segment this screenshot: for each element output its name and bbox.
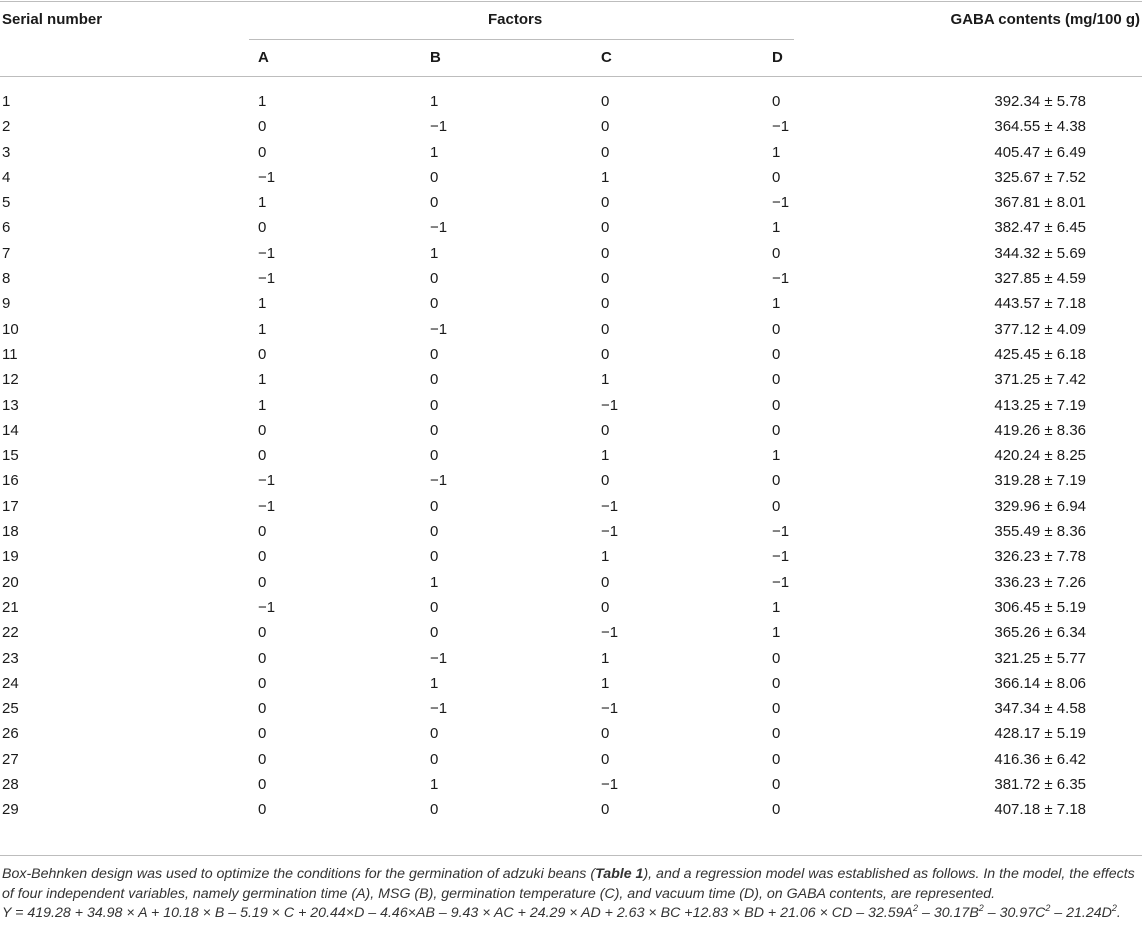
- header-factor-b: B: [430, 49, 441, 66]
- cell-a: 0: [258, 345, 267, 363]
- cell-serial: 1: [2, 93, 11, 110]
- table-top-rule: [0, 1, 1142, 2]
- cell-c: −1: [601, 396, 619, 414]
- equation-part-3: – 30.97C: [983, 905, 1046, 921]
- table-row: [0, 494, 1142, 519]
- cell-a: −1: [258, 168, 276, 186]
- cell-serial: 5: [2, 194, 11, 212]
- cell-c: 0: [601, 725, 610, 743]
- cell-d: 0: [772, 472, 781, 490]
- cell-gaba: 425.45 ± 6.18: [994, 345, 1086, 363]
- exponent-a: 2: [913, 903, 919, 913]
- cell-c: 0: [601, 345, 610, 363]
- table-1-reference-link[interactable]: Table 1: [595, 866, 644, 882]
- footnote-text-before-ref: Box-Behnken design was used to optimize the conditions for the germination of adzuki beans (: [2, 866, 596, 882]
- cell-gaba: 367.81 ± 8.01: [994, 194, 1086, 212]
- cell-serial: 13: [2, 396, 19, 414]
- table-row: [0, 140, 1142, 165]
- cell-b: 1: [430, 93, 439, 110]
- cell-d: 0: [772, 750, 781, 768]
- equation-part-4: – 21.24D: [1050, 905, 1112, 921]
- cell-a: 0: [258, 548, 267, 566]
- table-row: [0, 190, 1142, 215]
- cell-gaba: 347.34 ± 4.58: [994, 700, 1086, 718]
- cell-d: 0: [772, 497, 781, 515]
- cell-d: 1: [772, 295, 781, 313]
- regression-equation: [2, 905, 1121, 921]
- cell-c: 0: [601, 801, 610, 819]
- cell-d: −1: [772, 523, 790, 541]
- table-row: [0, 468, 1142, 493]
- cell-gaba: 392.34 ± 5.78: [994, 93, 1086, 110]
- cell-b: −1: [430, 472, 448, 490]
- cell-gaba: 344.32 ± 5.69: [994, 244, 1086, 262]
- cell-a: 1: [258, 320, 267, 338]
- cell-b: 0: [430, 497, 439, 515]
- cell-c: 0: [601, 219, 610, 237]
- table-footnote: [2, 865, 1138, 924]
- cell-b: 1: [430, 143, 439, 161]
- cell-d: 0: [772, 345, 781, 363]
- table-row: [0, 342, 1142, 367]
- cell-c: 0: [601, 472, 610, 490]
- cell-d: 0: [772, 421, 781, 439]
- cell-a: 1: [258, 371, 267, 389]
- cell-serial: 6: [2, 219, 11, 237]
- cell-c: −1: [601, 624, 619, 642]
- equation-part-1: Y = 419.28 + 34.98 × A + 10.18 × B – 5.19 × C + 20.44×D – 4.46×AB – 9.43 × AC + 24.29 × AD + 2.63 × BC +12.83 × BD + 21.06 × CD – 32.59A: [2, 905, 914, 921]
- cell-serial: 3: [2, 143, 11, 161]
- cell-a: 0: [258, 649, 267, 667]
- table-row: [0, 772, 1142, 797]
- footnote-text-after-ref: ), and a regression model was established as follows. In the model, the effects of four independent variables, namely germination time (A), MSG (B), germination temperature (C), and vacuum time (D), on GABA contents, are represented.: [2, 866, 1135, 902]
- cell-c: 1: [601, 168, 610, 186]
- cell-serial: 9: [2, 295, 11, 313]
- cell-a: 1: [258, 396, 267, 414]
- cell-gaba: 416.36 ± 6.42: [994, 750, 1086, 768]
- cell-serial: 12: [2, 371, 19, 389]
- cell-gaba: 365.26 ± 6.34: [994, 624, 1086, 642]
- table-row: [0, 317, 1142, 342]
- cell-c: 0: [601, 270, 610, 288]
- cell-gaba: 319.28 ± 7.19: [994, 472, 1086, 490]
- cell-a: 0: [258, 801, 267, 819]
- cell-b: 0: [430, 624, 439, 642]
- cell-b: 0: [430, 523, 439, 541]
- table-row: [0, 89, 1142, 114]
- cell-a: 0: [258, 118, 267, 136]
- cell-b: 0: [430, 548, 439, 566]
- cell-c: 1: [601, 649, 610, 667]
- cell-a: 0: [258, 143, 267, 161]
- cell-a: 1: [258, 194, 267, 212]
- cell-d: −1: [772, 573, 790, 591]
- cell-b: 0: [430, 598, 439, 616]
- cell-d: −1: [772, 548, 790, 566]
- cell-c: 0: [601, 93, 610, 110]
- cell-a: −1: [258, 497, 276, 515]
- cell-b: 0: [430, 371, 439, 389]
- cell-d: 1: [772, 219, 781, 237]
- cell-gaba: 326.23 ± 7.78: [994, 548, 1086, 566]
- cell-serial: 24: [2, 674, 19, 692]
- cell-gaba: 443.57 ± 7.18: [994, 295, 1086, 313]
- cell-serial: 11: [2, 345, 18, 363]
- cell-serial: 28: [2, 776, 19, 794]
- cell-b: 1: [430, 244, 439, 262]
- table-row: [0, 646, 1142, 671]
- cell-d: 0: [772, 168, 781, 186]
- cell-a: 0: [258, 447, 267, 465]
- table-row: [0, 721, 1142, 746]
- cell-gaba: 336.23 ± 7.26: [994, 573, 1086, 591]
- cell-c: 1: [601, 674, 610, 692]
- cell-c: 0: [601, 320, 610, 338]
- cell-b: 0: [430, 345, 439, 363]
- cell-d: 0: [772, 320, 781, 338]
- cell-gaba: 329.96 ± 6.94: [994, 497, 1086, 515]
- cell-c: 0: [601, 143, 610, 161]
- cell-a: −1: [258, 244, 276, 262]
- header-bottom-rule: [0, 76, 1142, 77]
- cell-b: 1: [430, 776, 439, 794]
- cell-d: 0: [772, 649, 781, 667]
- cell-gaba: 364.55 ± 4.38: [994, 118, 1086, 136]
- cell-a: 0: [258, 573, 267, 591]
- cell-b: 0: [430, 168, 439, 186]
- cell-d: 0: [772, 244, 781, 262]
- table-row: [0, 291, 1142, 316]
- cell-d: 1: [772, 624, 781, 642]
- cell-gaba: 405.47 ± 6.49: [994, 143, 1086, 161]
- cell-b: 0: [430, 750, 439, 768]
- cell-gaba: 366.14 ± 8.06: [994, 674, 1086, 692]
- cell-serial: 4: [2, 168, 11, 186]
- cell-serial: 22: [2, 624, 19, 642]
- cell-c: 0: [601, 421, 610, 439]
- cell-serial: 19: [2, 548, 19, 566]
- cell-a: 0: [258, 776, 267, 794]
- cell-gaba: 321.25 ± 5.77: [994, 649, 1086, 667]
- cell-b: 1: [430, 674, 439, 692]
- cell-serial: 26: [2, 725, 19, 743]
- table-row: [0, 519, 1142, 544]
- cell-d: 1: [772, 598, 781, 616]
- cell-b: 0: [430, 396, 439, 414]
- cell-a: 0: [258, 523, 267, 541]
- cell-serial: 8: [2, 270, 11, 288]
- cell-c: 0: [601, 244, 610, 262]
- cell-c: −1: [601, 700, 619, 718]
- cell-gaba: 382.47 ± 6.45: [994, 219, 1086, 237]
- table-row: [0, 671, 1142, 696]
- table-row: [0, 620, 1142, 645]
- cell-gaba: 377.12 ± 4.09: [994, 320, 1086, 338]
- cell-a: 0: [258, 700, 267, 718]
- cell-gaba: 355.49 ± 8.36: [994, 523, 1086, 541]
- cell-a: 0: [258, 421, 267, 439]
- cell-serial: 15: [2, 447, 19, 465]
- cell-a: −1: [258, 598, 276, 616]
- cell-gaba: 306.45 ± 5.19: [994, 598, 1086, 616]
- cell-b: −1: [430, 219, 448, 237]
- cell-b: 1: [430, 573, 439, 591]
- cell-serial: 25: [2, 700, 19, 718]
- table-row: [0, 443, 1142, 468]
- cell-c: 0: [601, 118, 610, 136]
- table-body: [0, 89, 1142, 823]
- cell-b: −1: [430, 320, 448, 338]
- table-row: [0, 570, 1142, 595]
- header-serial-number: Serial number: [2, 11, 103, 28]
- cell-d: 0: [772, 93, 781, 110]
- cell-b: −1: [430, 700, 448, 718]
- cell-gaba: 371.25 ± 7.42: [994, 371, 1086, 389]
- cell-c: −1: [601, 523, 619, 541]
- cell-serial: 23: [2, 649, 19, 667]
- factors-span-rule: [249, 39, 794, 40]
- table-row: [0, 595, 1142, 620]
- cell-d: 0: [772, 700, 781, 718]
- header-factor-a: A: [258, 49, 269, 66]
- cell-c: 1: [601, 548, 610, 566]
- cell-b: 0: [430, 270, 439, 288]
- cell-gaba: 419.26 ± 8.36: [994, 421, 1086, 439]
- exponent-d: 2: [1111, 903, 1117, 913]
- cell-d: −1: [772, 118, 790, 136]
- cell-gaba: 428.17 ± 5.19: [994, 725, 1086, 743]
- cell-a: 1: [258, 93, 267, 110]
- cell-c: −1: [601, 497, 619, 515]
- cell-serial: 16: [2, 472, 19, 490]
- cell-a: 0: [258, 219, 267, 237]
- cell-b: 0: [430, 801, 439, 819]
- cell-c: 1: [601, 371, 610, 389]
- table-row: [0, 418, 1142, 443]
- cell-d: −1: [772, 270, 790, 288]
- cell-a: −1: [258, 270, 276, 288]
- cell-gaba: 413.25 ± 7.19: [994, 396, 1086, 414]
- exponent-b: 2: [978, 903, 984, 913]
- cell-gaba: 325.67 ± 7.52: [994, 168, 1086, 186]
- cell-serial: 10: [2, 320, 19, 338]
- cell-d: 0: [772, 801, 781, 819]
- cell-serial: 18: [2, 523, 19, 541]
- cell-d: 0: [772, 674, 781, 692]
- table-row: [0, 215, 1142, 240]
- cell-c: 0: [601, 295, 610, 313]
- cell-b: 0: [430, 725, 439, 743]
- cell-gaba: 420.24 ± 8.25: [994, 447, 1086, 465]
- table-row: [0, 367, 1142, 392]
- equation-part-2: – 30.17B: [918, 905, 979, 921]
- header-gaba-contents: GABA contents (mg/100 g): [950, 11, 1140, 28]
- cell-b: −1: [430, 118, 448, 136]
- table-row: [0, 114, 1142, 139]
- cell-c: 0: [601, 598, 610, 616]
- cell-a: 1: [258, 295, 267, 313]
- table-row: [0, 544, 1142, 569]
- table-bottom-rule: [0, 855, 1142, 856]
- cell-a: −1: [258, 472, 276, 490]
- cell-serial: 14: [2, 421, 19, 439]
- header-factor-c: C: [601, 49, 612, 66]
- cell-c: −1: [601, 776, 619, 794]
- cell-d: 0: [772, 776, 781, 794]
- cell-b: −1: [430, 649, 448, 667]
- table-row: [0, 797, 1142, 822]
- cell-serial: 17: [2, 497, 19, 515]
- cell-d: 0: [772, 396, 781, 414]
- cell-serial: 29: [2, 801, 19, 819]
- cell-d: 1: [772, 447, 781, 465]
- cell-b: 0: [430, 447, 439, 465]
- cell-serial: 20: [2, 573, 19, 591]
- cell-b: 0: [430, 194, 439, 212]
- cell-serial: 21: [2, 598, 19, 616]
- cell-a: 0: [258, 674, 267, 692]
- table-row: [0, 747, 1142, 772]
- exponent-c: 2: [1045, 903, 1051, 913]
- cell-serial: 7: [2, 244, 11, 262]
- cell-gaba: 327.85 ± 4.59: [994, 270, 1086, 288]
- cell-d: 0: [772, 725, 781, 743]
- table-row: [0, 696, 1142, 721]
- cell-c: 1: [601, 447, 610, 465]
- table-row: [0, 165, 1142, 190]
- cell-gaba: 407.18 ± 7.18: [994, 801, 1086, 819]
- cell-a: 0: [258, 750, 267, 768]
- equation-end: .: [1116, 905, 1121, 921]
- cell-c: 0: [601, 194, 610, 212]
- cell-a: 0: [258, 624, 267, 642]
- cell-d: 1: [772, 143, 781, 161]
- header-factor-d: D: [772, 49, 783, 66]
- table-row: [0, 241, 1142, 266]
- cell-c: 0: [601, 750, 610, 768]
- header-factors: Factors: [488, 11, 543, 28]
- cell-b: 0: [430, 421, 439, 439]
- cell-b: 0: [430, 295, 439, 313]
- cell-c: 0: [601, 573, 610, 591]
- table-row: [0, 266, 1142, 291]
- table-row: [0, 393, 1142, 418]
- cell-gaba: 381.72 ± 6.35: [994, 776, 1086, 794]
- cell-a: 0: [258, 725, 267, 743]
- cell-serial: 27: [2, 750, 19, 768]
- cell-d: −1: [772, 194, 790, 212]
- cell-d: 0: [772, 371, 781, 389]
- cell-serial: 2: [2, 118, 11, 136]
